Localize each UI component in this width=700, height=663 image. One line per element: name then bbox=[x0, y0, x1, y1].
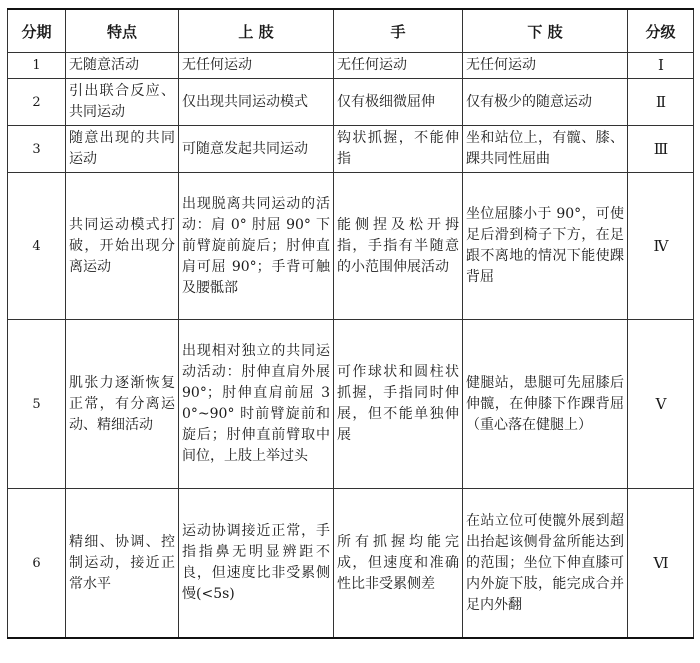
cell-grade: Ⅰ bbox=[628, 53, 694, 79]
table-row bbox=[8, 79, 694, 126]
cell-stage: 5 bbox=[8, 320, 66, 489]
cell-hand: 可作球状和圆柱状抓握，手指同时伸展，但不能单独伸展 bbox=[334, 320, 463, 489]
cell-upper-limb: 出现相对独立的共同运动活动：肘伸直肩外展 90°；肘伸直肩前屈 30°~90° 时前臂旋前和旋后；肘伸直前臂取中间位，上肢上举过头 bbox=[179, 320, 334, 489]
cell-hand: 仅有极细微屈伸 bbox=[334, 79, 463, 126]
cell-upper-limb: 仅出现共同运动模式 bbox=[179, 79, 334, 126]
cell-features: 肌张力逐渐恢复正常，有分离运动、精细活动 bbox=[66, 320, 179, 489]
cell-hand: 能侧捏及松开拇指，手指有半随意的小范围伸展活动 bbox=[334, 173, 463, 320]
table-header bbox=[8, 9, 694, 53]
cell-grade: Ⅳ bbox=[628, 173, 694, 320]
cell-lower-limb: 健腿站，患腿可先屈膝后伸髋，在伸膝下作踝背屈（重心落在健腿上） bbox=[463, 320, 628, 489]
cell-features: 无随意活动 bbox=[66, 53, 179, 79]
cell-lower-limb: 无任何运动 bbox=[463, 53, 628, 79]
table-body bbox=[8, 53, 694, 639]
cell-lower-limb: 坐位屈膝小于 90°，可使足后滑到椅子下方，在足跟不离地的情况下能使踝背屈 bbox=[463, 173, 628, 320]
header-row bbox=[8, 9, 694, 53]
cell-grade: Ⅵ bbox=[628, 489, 694, 639]
cell-hand: 无任何运动 bbox=[334, 53, 463, 79]
header-upper-limb: 上 肢 bbox=[179, 9, 334, 53]
cell-stage: 1 bbox=[8, 53, 66, 79]
header-hand: 手 bbox=[334, 9, 463, 53]
cell-hand: 所有抓握均能完成，但速度和准确性比非受累侧差 bbox=[334, 489, 463, 639]
cell-upper-limb: 运动协调接近正常，手指指鼻无明显辨距不良，但速度比非受累侧慢(<5s) bbox=[179, 489, 334, 639]
cell-stage: 4 bbox=[8, 173, 66, 320]
cell-lower-limb: 在站立位可使髋外展到超出抬起该侧骨盆所能达到的范围；坐位下伸直膝可内外旋下肢，能完成合并足内外翻 bbox=[463, 489, 628, 639]
brunnstrom-stage-table bbox=[7, 8, 694, 639]
cell-upper-limb: 出现脱离共同运动的活动：肩 0° 肘屈 90° 下前臂旋前旋后；肘伸直肩可屈 90°；手背可触及腰骶部 bbox=[179, 173, 334, 320]
cell-grade: Ⅲ bbox=[628, 126, 694, 173]
cell-stage: 6 bbox=[8, 489, 66, 639]
table-row bbox=[8, 53, 694, 79]
cell-stage: 2 bbox=[8, 79, 66, 126]
table-row bbox=[8, 489, 694, 639]
table-row bbox=[8, 126, 694, 173]
cell-hand: 钩状抓握，不能伸指 bbox=[334, 126, 463, 173]
cell-upper-limb: 无任何运动 bbox=[179, 53, 334, 79]
cell-features: 引出联合反应、共同运动 bbox=[66, 79, 179, 126]
cell-upper-limb: 可随意发起共同运动 bbox=[179, 126, 334, 173]
cell-grade: Ⅴ bbox=[628, 320, 694, 489]
header-lower-limb: 下 肢 bbox=[463, 9, 628, 53]
header-features: 特点 bbox=[66, 9, 179, 53]
header-stage: 分期 bbox=[8, 9, 66, 53]
cell-lower-limb: 仅有极少的随意运动 bbox=[463, 79, 628, 126]
cell-lower-limb: 坐和站位上，有髋、膝、踝共同性屈曲 bbox=[463, 126, 628, 173]
table-row bbox=[8, 320, 694, 489]
cell-grade: Ⅱ bbox=[628, 79, 694, 126]
cell-features: 精细、协调、控制运动，接近正常水平 bbox=[66, 489, 179, 639]
cell-features: 随意出现的共同运动 bbox=[66, 126, 179, 173]
header-grade: 分级 bbox=[628, 9, 694, 53]
cell-stage: 3 bbox=[8, 126, 66, 173]
cell-features: 共同运动模式打破，开始出现分离运动 bbox=[66, 173, 179, 320]
table-row bbox=[8, 173, 694, 320]
